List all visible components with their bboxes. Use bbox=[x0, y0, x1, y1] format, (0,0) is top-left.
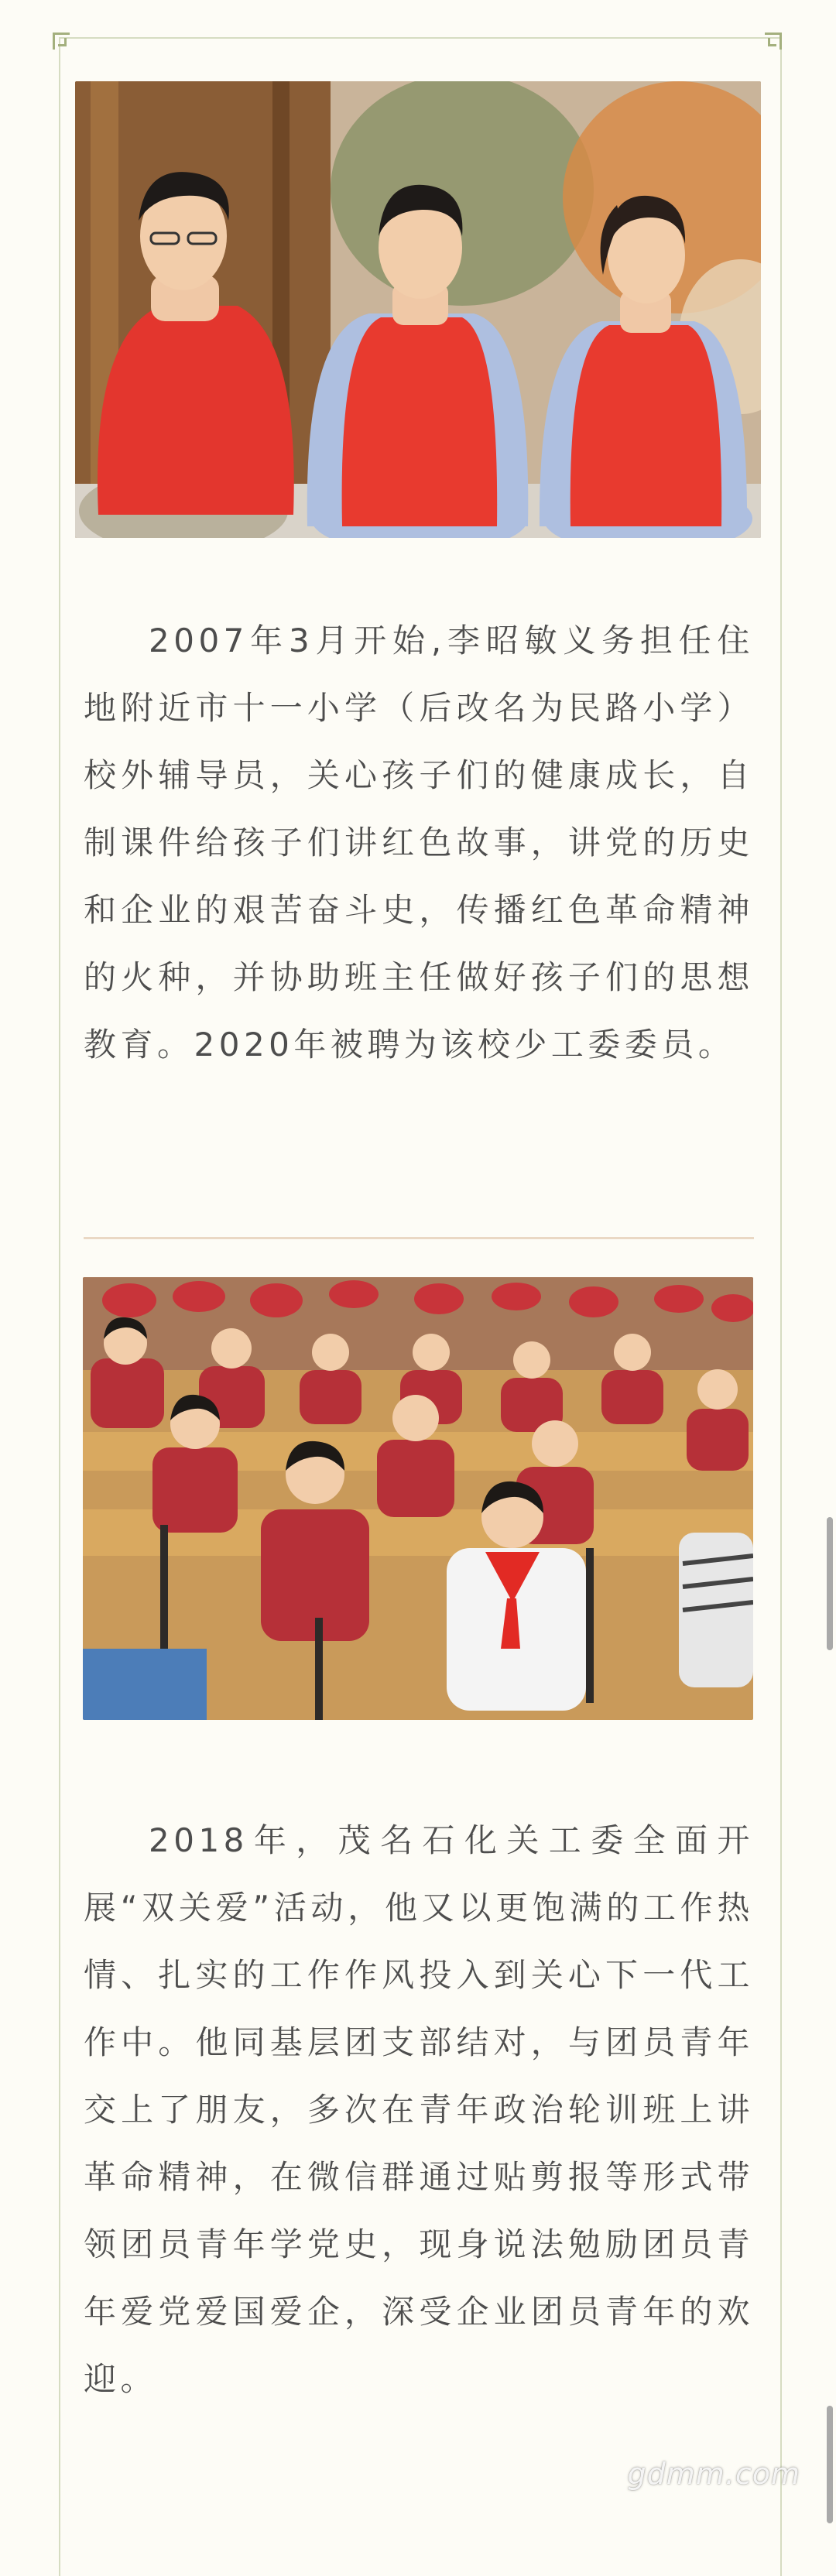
article-paragraph-1: 2007年3月开始,李昭敏义务担任住地附近市十一小学（后改名为民路小学）校外辅导员，关心孩子们的健康成长，自制课件给孩子们讲红色故事，讲党的历史和企业的艰苦奋斗史，传播红色革命精神的火种，并协助班主任做好孩子们的思想教育。2020年被聘为该校少工委委员。 bbox=[84, 622, 754, 1064]
section-divider bbox=[84, 1237, 754, 1239]
scrollbar-thumb[interactable] bbox=[827, 1517, 833, 1650]
article-paragraph-2: 2018年，茂名石化关工委全面开展“双关爱”活动，他又以更饱满的工作热情、扎实的工作作风投入到关心下一代工作中。他同基层团支部结对，与团员青年交上了朋友，多次在青年政治轮训班上讲革命精神，在微信群通过贴剪报等形式带领团员青年学党史，现身说法勉励团员青年爱党爱国爱企，深受企业团员青年的欢迎。 bbox=[84, 1821, 754, 2398]
watermark-logo: gdmm.com bbox=[627, 2457, 800, 2491]
frame-corner-ornament-right bbox=[765, 33, 782, 50]
photo-students-auditorium bbox=[83, 1277, 753, 1720]
scrollbar-thumb-lower[interactable] bbox=[827, 2406, 833, 2523]
frame-corner-ornament-left bbox=[53, 33, 70, 50]
photo-volunteers bbox=[75, 81, 761, 538]
